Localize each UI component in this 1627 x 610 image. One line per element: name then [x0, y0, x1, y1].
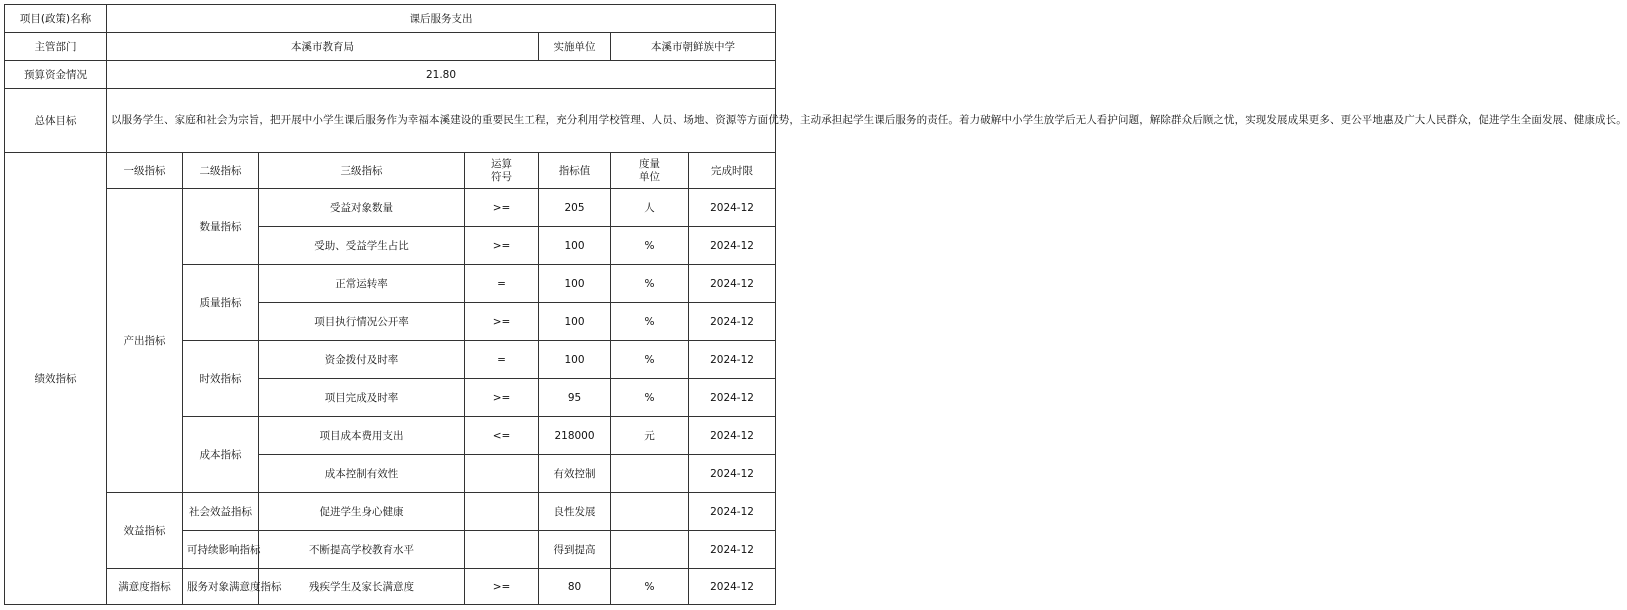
indicator-operator: >= — [465, 227, 539, 265]
indicator-header-row — [5, 153, 776, 189]
project-name-row — [5, 5, 776, 33]
indicator-unit: % — [611, 341, 689, 379]
level2-timeliness: 时效指标 — [183, 341, 259, 417]
unit-label: 实施单位 — [539, 33, 611, 61]
dept-label: 主管部门 — [5, 33, 107, 61]
indicator-deadline: 2024-12 — [689, 569, 776, 605]
indicator-deadline: 2024-12 — [689, 265, 776, 303]
indicator-value: 95 — [539, 379, 611, 417]
level2-service: 服务对象满意度指标 — [183, 569, 259, 605]
budget-row — [5, 61, 776, 89]
project-name-label: 项目(政策)名称 — [5, 5, 107, 33]
indicator-deadline: 2024-12 — [689, 455, 776, 493]
col-deadline: 完成时限 — [689, 153, 776, 189]
col-unit — [611, 153, 689, 189]
indicator-deadline: 2024-12 — [689, 531, 776, 569]
indicator-deadline: 2024-12 — [689, 341, 776, 379]
overall-goal-row — [5, 89, 776, 153]
level2-sustain: 可持续影响指标 — [183, 531, 259, 569]
indicator-operator — [465, 455, 539, 493]
indicator-name: 残疾学生及家长满意度 — [259, 569, 465, 605]
table-row — [5, 493, 776, 531]
indicator-value: 100 — [539, 303, 611, 341]
level1-benefit: 效益指标 — [107, 493, 183, 569]
col-operator — [465, 153, 539, 189]
indicator-deadline: 2024-12 — [689, 189, 776, 227]
indicator-operator — [465, 493, 539, 531]
indicator-deadline: 2024-12 — [689, 303, 776, 341]
indicator-value: 100 — [539, 341, 611, 379]
budget-value: 21.80 — [107, 61, 776, 89]
indicator-unit: % — [611, 265, 689, 303]
indicator-value: 80 — [539, 569, 611, 605]
indicator-operator: >= — [465, 189, 539, 227]
indicator-unit: % — [611, 303, 689, 341]
table-row — [5, 569, 776, 605]
indicator-deadline: 2024-12 — [689, 493, 776, 531]
indicator-unit — [611, 493, 689, 531]
perf-indicator-label: 绩效指标 — [5, 153, 107, 605]
department-row — [5, 33, 776, 61]
indicator-unit: % — [611, 379, 689, 417]
level1-satisfaction: 满意度指标 — [107, 569, 183, 605]
overall-goal-label: 总体目标 — [5, 89, 107, 153]
indicator-operator: <= — [465, 417, 539, 455]
unit-value: 本溪市朝鲜族中学 — [611, 33, 776, 61]
indicator-unit: % — [611, 569, 689, 605]
indicator-name: 项目完成及时率 — [259, 379, 465, 417]
indicator-unit — [611, 455, 689, 493]
indicator-unit: 元 — [611, 417, 689, 455]
indicator-operator — [465, 531, 539, 569]
indicator-value: 205 — [539, 189, 611, 227]
indicator-unit — [611, 531, 689, 569]
indicator-name: 促进学生身心健康 — [259, 493, 465, 531]
indicator-unit: % — [611, 227, 689, 265]
indicator-value: 有效控制 — [539, 455, 611, 493]
overall-goal-text: 以服务学生、家庭和社会为宗旨，把开展中小学生课后服务作为幸福本溪建设的重要民生工程，充分利用学校管理、人员、场地、资源等方面优势，主动承担起学生课后服务的责任。着力破解中小学生放学后无人看护问题，解除群众后顾之忧，实现发展成果更多、更公平地惠及广大人民群众，促进学生全面发展、健康成长。 — [107, 89, 776, 153]
level2-quantity: 数量指标 — [183, 189, 259, 265]
indicator-value: 100 — [539, 265, 611, 303]
col-unit-text: 度量 单位 — [639, 157, 660, 183]
dept-value: 本溪市教育局 — [107, 33, 539, 61]
table-row — [5, 189, 776, 227]
indicator-deadline: 2024-12 — [689, 379, 776, 417]
indicator-value: 100 — [539, 227, 611, 265]
level2-social: 社会效益指标 — [183, 493, 259, 531]
indicator-operator: = — [465, 265, 539, 303]
budget-label: 预算资金情况 — [5, 61, 107, 89]
col-level1: 一级指标 — [107, 153, 183, 189]
level1-output: 产出指标 — [107, 189, 183, 493]
indicator-name: 受益对象数量 — [259, 189, 465, 227]
level2-quality: 质量指标 — [183, 265, 259, 341]
col-level2: 二级指标 — [183, 153, 259, 189]
indicator-name: 资金拨付及时率 — [259, 341, 465, 379]
level2-cost: 成本指标 — [183, 417, 259, 493]
performance-goal-table — [4, 4, 1627, 605]
indicator-operator: = — [465, 341, 539, 379]
indicator-operator: >= — [465, 379, 539, 417]
project-name-value: 课后服务支出 — [107, 5, 776, 33]
indicator-value: 218000 — [539, 417, 611, 455]
indicator-deadline: 2024-12 — [689, 417, 776, 455]
indicator-name: 成本控制有效性 — [259, 455, 465, 493]
indicator-unit: 人 — [611, 189, 689, 227]
indicator-name: 项目成本费用支出 — [259, 417, 465, 455]
indicator-value: 得到提高 — [539, 531, 611, 569]
indicator-value: 良性发展 — [539, 493, 611, 531]
indicator-deadline: 2024-12 — [689, 227, 776, 265]
indicator-operator: >= — [465, 303, 539, 341]
indicator-name: 正常运转率 — [259, 265, 465, 303]
indicator-name: 不断提高学校教育水平 — [259, 531, 465, 569]
indicator-name: 项目执行情况公开率 — [259, 303, 465, 341]
col-level3: 三级指标 — [259, 153, 465, 189]
col-value: 指标值 — [539, 153, 611, 189]
indicator-name: 受助、受益学生占比 — [259, 227, 465, 265]
col-operator-text: 运算 符号 — [491, 157, 512, 183]
indicator-operator: >= — [465, 569, 539, 605]
